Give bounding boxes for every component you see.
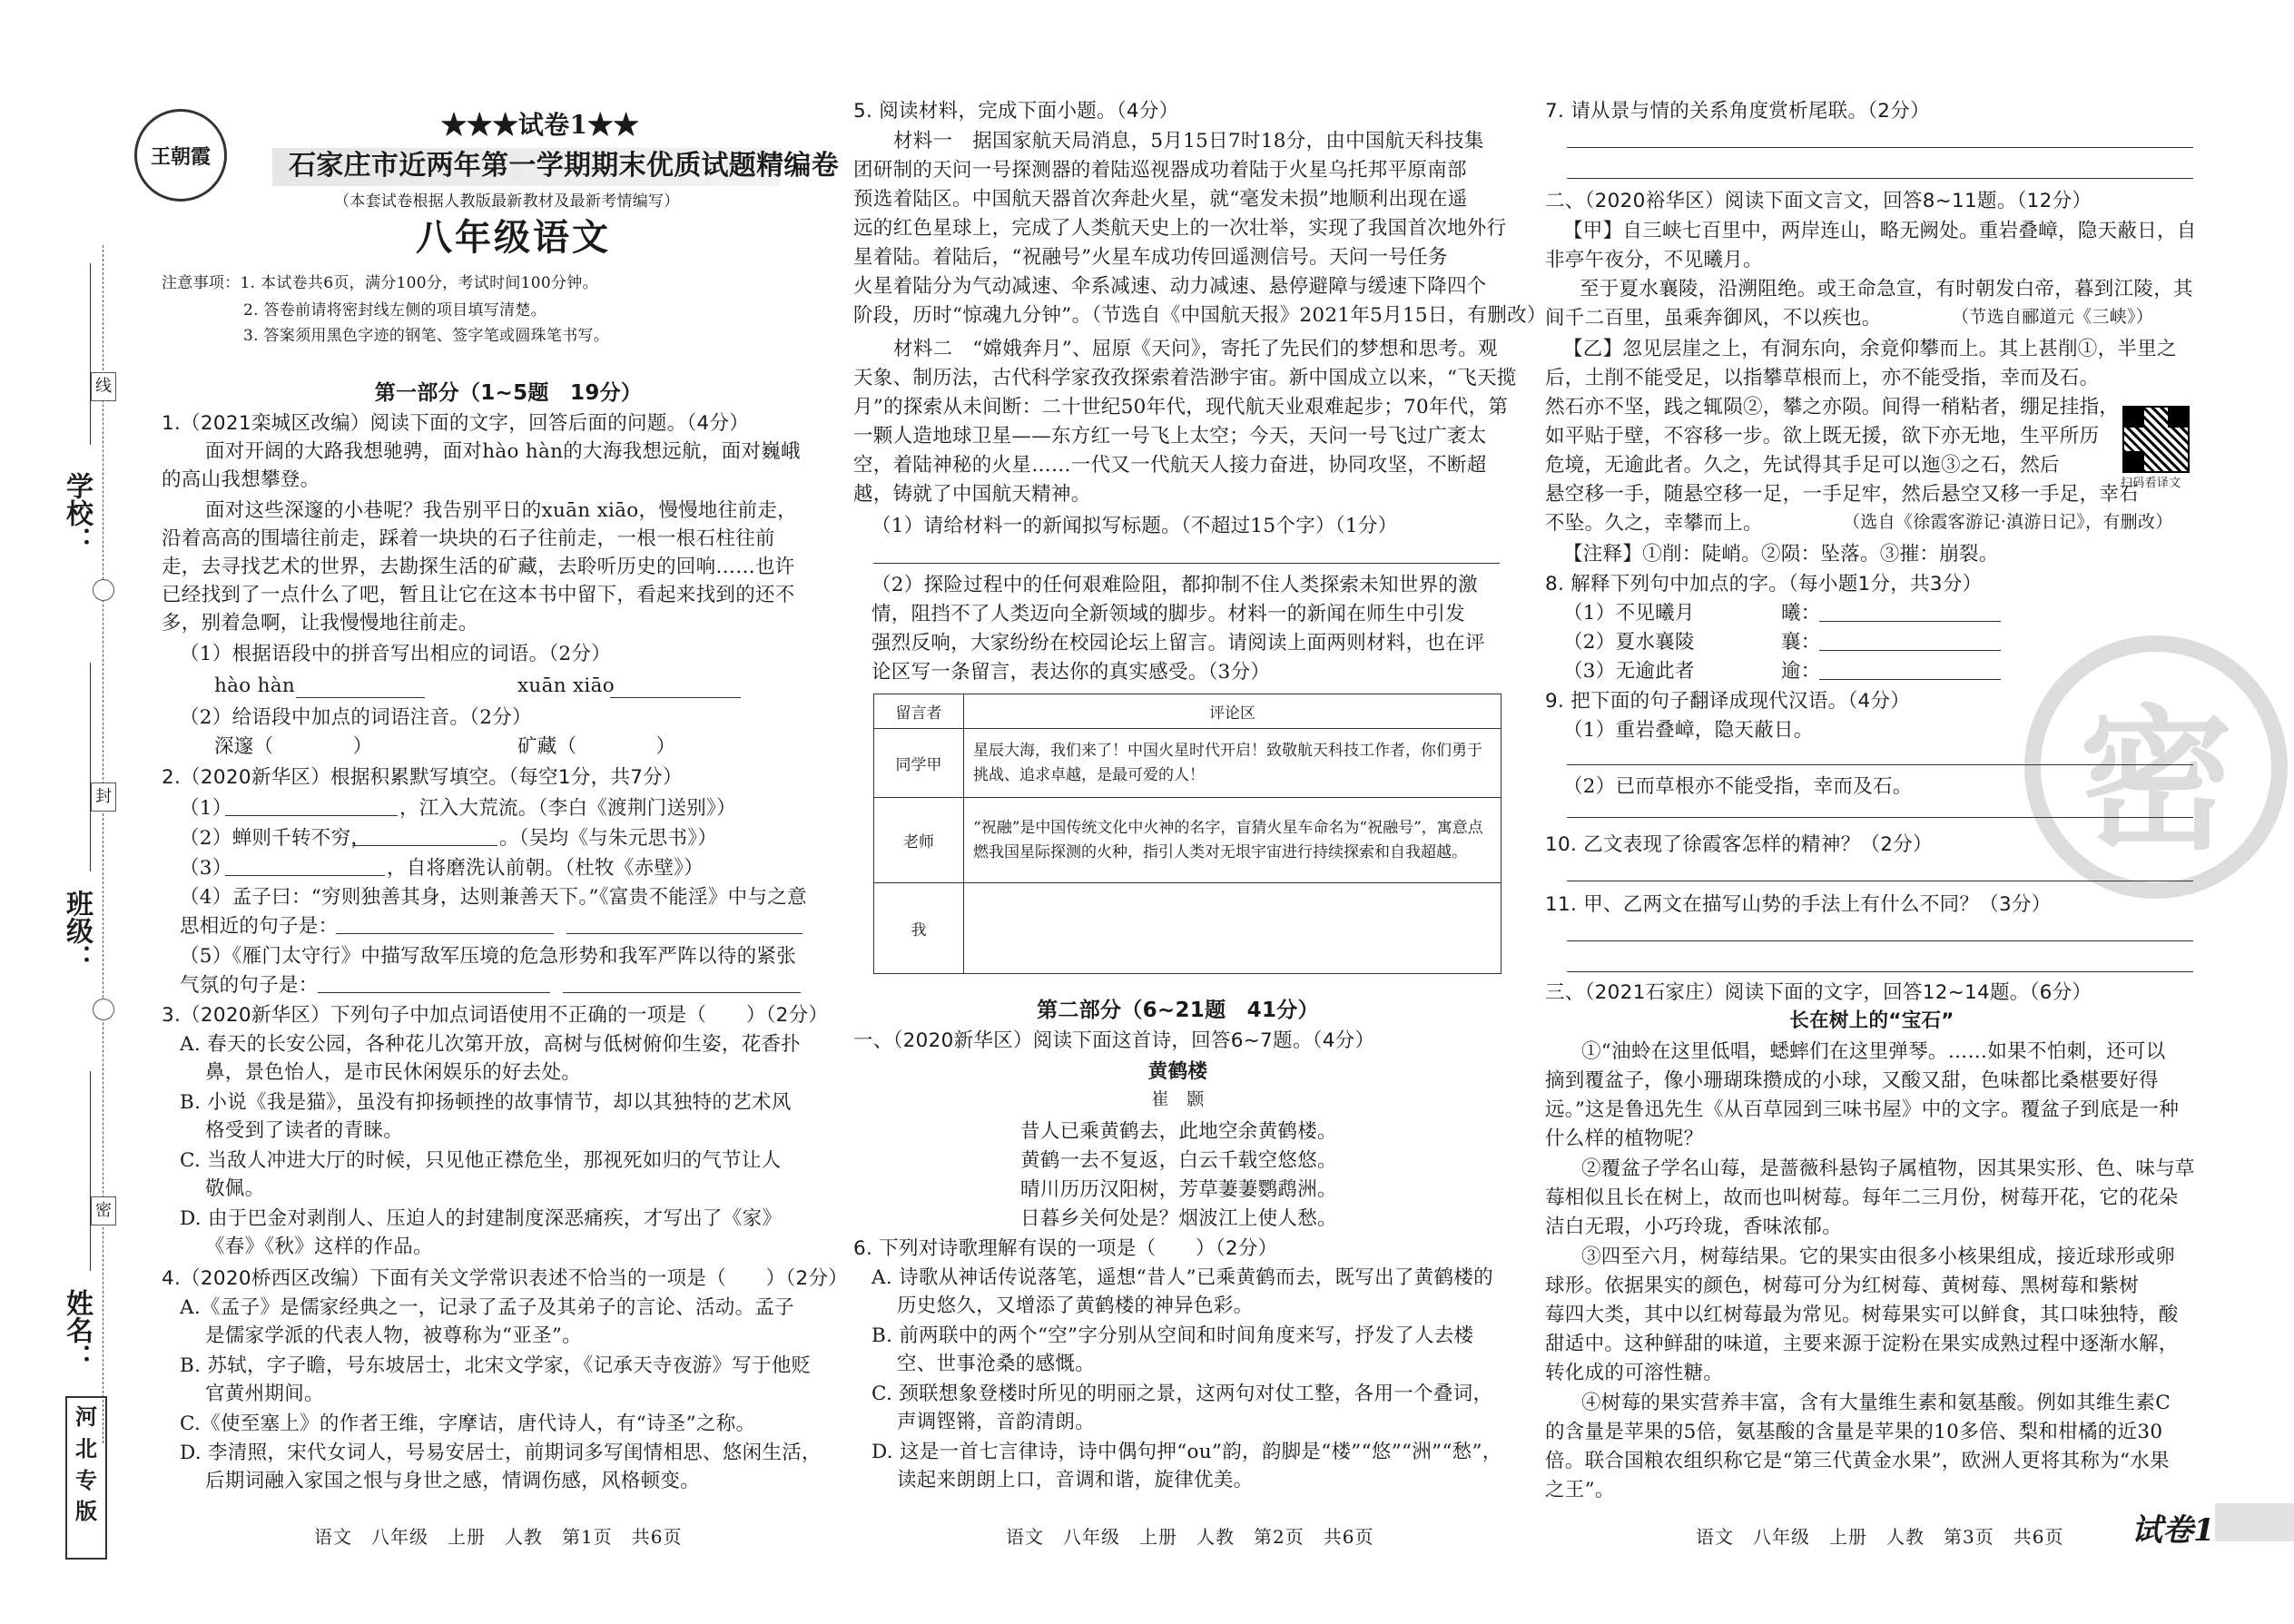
article-line: ③四至六月，树莓结果。它的果实由很多小核果组成，接近球形或卵 [1581,1245,2176,1268]
binding-mark-seal: 封 [91,782,116,812]
notes-line: 注意事项：1. 本试卷共6页，满分100分，考试时间100分钟。 [162,274,598,292]
material-line: 天象、制历法，古代科学家孜孜探索着浩渺宇宙。新中国成立以来，“飞天揽 [853,367,1517,389]
material-line: 阶段，历时“惊魂九分钟”。（节选自《中国航天报》2021年5月15日，有删改） [853,304,1547,327]
question-8: 8. 解释下列句中加点的字。（每小题1分，共3分） [1545,573,1983,595]
comment-table [873,694,1501,974]
sub-question: （2）探险过程中的任何艰难险阻，都抑制不住人类探索未知世界的激 [871,574,1478,596]
option-line: 官黄州期间。 [205,1383,324,1405]
poem-author: 崔 颢 [1151,1089,1205,1109]
material-line: 材料一 据国家航天局消息，5月15日7时18分，由中国航天科技集 [893,130,1484,153]
classical-line: 间千二百里，虽乘奔御风，不以疾也。 [1545,307,1882,330]
answer-blank[interactable] [225,815,398,816]
article-line: 莓四大类，其中以红树莓最为常见。树莓果实可以鲜食，其口味独特，酸 [1545,1304,2179,1326]
material-line: 月”的探索从未间断：二十世纪50年代，现代航天业艰难起步；70年代，第 [853,396,1509,418]
option-line: 格受到了读者的青睐。 [205,1119,404,1142]
sub-question: 情，阻挡不了人类迈向全新领域的脚步。材料一的新闻在师生中引发 [871,603,1466,625]
class-label: 班级： [61,890,93,971]
question-6: 6. 下列对诗歌理解有误的一项是（ ）（2分） [853,1237,1278,1260]
commenter-cell: 我 [874,883,964,974]
question-4: 4.（2020桥西区改编）下面有关文学常识表述不恰当的一项是（ ）（2分） [162,1267,849,1290]
school-field-line[interactable] [90,263,91,445]
option-line: 读起来朗朗上口，音调和谐，旋律优美。 [897,1469,1254,1491]
word-label: 深邃（ ） [214,735,373,758]
classical-line: 不坠。久之，幸攀而上。 [1545,512,1763,535]
poem-line: 黄鹤一去不复返，白云千载空悠悠。 [1020,1149,1337,1172]
reading-heading: 一、（2020新华区）阅读下面这首诗，回答6~7题。（4分） [853,1029,1375,1052]
poem-line: 日暮乡关何处是？烟波江上使人愁。 [1020,1207,1337,1230]
name-field-line[interactable] [90,1071,91,1271]
classical-line: 然石亦不坚，践之辄陨②，攀之亦陨。间得一稍粘者，绷足挂指， [1545,396,2120,418]
material-line: 预选着陆区。中国航天器首次奔赴火星，就“毫发未损”地顺利出现在遥 [853,188,1468,211]
option-line: 是儒家学派的代表人物，被尊称为“亚圣”。 [205,1324,582,1347]
passage-line: 走，去寻找艺术的世界，去勘探生活的矿藏，去聆听历史的回响……也许 [162,556,795,578]
option-line: 空、世事沧桑的感慨。 [897,1353,1096,1375]
answer-line[interactable] [1567,940,2193,941]
article-line: 球形。依据果实的颜色，树莓可分为红树莓、黄树莓、黑树莓和紫树 [1545,1275,2140,1297]
passage-line: 沿着高高的围墙往前走，踩着一块块的石子往前走，一根一根石柱往前 [162,527,775,550]
passage-line: 面对开阔的大路我想驰骋，面对hào hàn的大海我想远航，面对巍峨 [205,440,801,463]
sub-question: （3）无逾此者 [1563,660,1695,683]
commenter-cell: 老师 [874,798,964,883]
classical-line: 【乙】忽见层崖之上，有洞东向，余竟仰攀而上。其上甚削①，半里之 [1563,338,2177,360]
source-note: （节选自郦道元《三峡》） [1952,307,2154,327]
passage-line: 面对这些深邃的小巷呢？我告别平日的xuān xiāo，慢慢地往前走， [205,499,797,522]
material-line: 火星着陆分为气动减速、伞系减速、动力减速、悬停避障与缓速下降四个 [853,275,1487,298]
sub-question: （1）请给材料一的新闻拟写标题。（不超过15个字）（1分） [871,515,1398,537]
seal-char: 密 [2078,689,2233,871]
table-header-row [874,694,1501,729]
pinyin-label: hào hàn [214,674,296,697]
question-3: 3.（2020新华区）下列句子中加点词语使用不正确的一项是（ ）（2分） [162,1004,829,1027]
school-label: 学校： [61,472,93,554]
article-line: 远。”这是鲁迅先生《从百草园到三味书屋》中的文字。覆盆子到底是一种 [1545,1098,2180,1121]
classical-line: 危境，无逾此者。久之，先试得其手足可以迤③之石，然后 [1545,454,2060,477]
answer-line[interactable] [1567,764,2193,765]
passage-line: 多，别着急啊，让我慢慢地往前走。 [162,612,478,635]
question-5: 5. 阅读材料，完成下面小题。（4分） [853,100,1179,123]
annotation-note: 【注释】①削：陡峭。②陨：坠落。③摧：崩裂。 [1563,543,1999,566]
fill-line: ，江入大荒流。（李白《渡荆门送别》） [399,797,736,820]
answer-blank[interactable] [1819,679,2001,680]
binding-mark-line: 线 [91,372,116,401]
qr-caption: 扫码看译文 [2121,477,2181,490]
fill-line: （3） [180,857,232,880]
page-footer: 语文 八年级 上册 人教 第3页 共6页 [1696,1526,2064,1548]
province-badge: 河 北 专 版 [65,1396,107,1560]
paper-tag: 试卷1 [2132,1512,2215,1549]
classical-line: 悬空移一手，随悬空移一足，一手足牢，然后悬空又移一手足，幸石 [1545,483,2140,506]
pinyin-label: xuān xiāo [517,674,615,697]
option-line: D. 李清照，宋代女词人，号易安居士，前期词多写闺情相思、悠闲生活， [180,1442,822,1464]
answer-line[interactable] [1567,971,2193,972]
table-row [874,729,1501,798]
fill-line: （4）孟子曰：“穷则独善其身，达则兼善天下。”《富贵不能淫》中与之意 [180,886,807,909]
sub-question: （2）给语段中加点的词语注音。（2分） [180,706,532,729]
article-line: 转化成的可溶性糖。 [1545,1362,1724,1384]
sub-question: 论区写一条留言，表达你的真实感受。（3分） [871,661,1271,684]
binding-hole [93,579,114,601]
answer-line[interactable] [1567,147,2193,148]
option-line: 敬佩。 [205,1177,265,1200]
article-line: 甜适中。这种鲜甜的味道，主要来源于淀粉在果实成熟过程中逐渐水解， [1545,1333,2179,1355]
material-line: 材料二 “嫦娥奔月”、屈原《天问》，寄托了先民们的梦想和思考。观 [893,338,1498,360]
option-line: C. 当敌人冲进大厅的时候，只见他正襟危坐，那视死如归的气节让人 [180,1149,782,1172]
grade-title: 八年级语文 [416,216,611,259]
question-11: 11. 甲、乙两文在描写山势的手法上有什么不同？（3分） [1545,893,2052,916]
material-line: 空，着陆神秘的火星……一代又一代航天人接力奋进，协同攻坚，不断超 [853,454,1487,477]
commenter-cell: 同学甲 [874,729,964,798]
poem-title: 黄鹤楼 [1147,1060,1208,1083]
exam-title: 石家庄市近两年第一学期期末优质试题精编卷 [289,150,839,182]
answer-line[interactable] [873,563,1500,564]
publisher-logo [134,109,227,202]
passage-line: 已经找到了一点什么了吧，暂且让它在这本书中留下，看起来找到的还不 [162,584,795,606]
class-field-line[interactable] [90,663,91,871]
material-line: 一颗人造地球卫星——东方红一号飞上太空；今天，天问一号飞过广袤太 [853,425,1487,448]
question-10: 10. 乙文表现了徐霞客怎样的精神？（2分） [1545,833,1933,856]
reading-heading: 三、（2021石家庄）阅读下面的文字，回答12~14题。（6分） [1545,981,2092,1004]
answer-blank[interactable] [296,697,425,698]
classical-line: 后，土削不能受足，以指攀草根而上，亦不能受指，幸而及石。 [1545,367,2100,389]
answer-blank[interactable] [352,845,497,846]
page-footer: 语文 八年级 上册 人教 第1页 共6页 [314,1526,683,1548]
option-line: B. 小说《我是猫》，虽没有抑扬顿挫的故事情节，却以其独特的艺术风 [180,1091,792,1114]
word-label: 矿藏（ ） [517,735,676,758]
reading-heading: 二、（2020裕华区）阅读下面文言文，回答8~11题。（12分） [1545,190,2092,212]
option-line: C. 颈联想象登楼时所见的明丽之景，这两句对仗工整，各用一个叠词， [871,1383,1493,1405]
logo-text: 王朝霞 [150,144,211,169]
fill-line: 思相近的句子是： [180,915,339,938]
sub-question: （1）根据语段中的拼音写出相应的词语。（2分） [180,643,612,665]
sub-question: （2）已而草根亦不能受指，幸而及石。 [1563,775,1913,798]
material-line: 越，铸就了中国航天精神。 [853,483,1091,506]
option-line: A. 诗歌从神话传说落笔，遥想“昔人”已乘黄鹤而去，既写出了黄鹤楼的 [871,1266,1493,1289]
binding-hole [93,999,114,1020]
sub-question: （1）不见曦月 [1563,602,1695,625]
option-line: 《春》《秋》这样的作品。 [205,1235,433,1258]
answer-blank[interactable] [318,992,550,993]
question-2: 2.（2020新华区）根据积累默写填空。（每空1分，共7分） [162,766,683,789]
my-comment-input[interactable] [964,883,1501,974]
fill-line: 。（吴均《与朱元思书》） [499,827,718,850]
source-note: （选自《徐霞客游记·滇游日记》，有删改） [1843,512,2173,532]
option-line: B. 苏轼，字子瞻，号东坡居士，北宋文学家，《记承天寺夜游》写于他贬 [180,1354,812,1377]
section-heading: 第一部分（1~5题 19分） [374,381,643,405]
binding-mark-secret: 密 [91,1196,116,1225]
article-line: 什么样的植物呢？ [1545,1127,1704,1150]
sub-question: （1）重岩叠嶂，隐天蔽日。 [1563,719,1814,742]
article-line: ②覆盆子学名山莓，是蔷薇科悬钩子属植物，因其果实形、色、味与草 [1581,1157,2195,1180]
option-line: C.《使至塞上》的作者王维，字摩诘，唐代诗人，有“诗圣”之称。 [180,1412,756,1435]
classical-line: 如平贴于壁，不容移一步。欲上既无援，欲下亦无地，生平所历 [1545,425,2100,448]
sub-question: （2）夏水襄陵 [1563,631,1695,654]
answer-blank[interactable] [563,992,801,993]
option-line: A.《孟子》是儒家经典之一，记录了孟子及其弟子的言论、活动。孟子 [180,1296,794,1319]
option-line: 后期词融入家国之恨与身世之感，情调伤感，风格顿变。 [205,1470,701,1492]
article-line: 之王”。 [1545,1479,1615,1501]
option-line: A. 春天的长安公园，各种花儿次第开放，高树与低树俯仰生姿，花香扑 [180,1033,802,1056]
table-row [874,883,1501,974]
classical-line: 【甲】自三峡七百里中，两岸连山，略无阙处。重岩叠嶂，隐天蔽日，自 [1563,220,2197,242]
answer-line[interactable] [1567,817,2193,818]
article-line: 摘到覆盆子，像小珊瑚珠攒成的小球，又酸又甜，色味都比桑椹要好得 [1545,1069,2159,1092]
material-line: 远的红色星球上，完成了人类航天史上的一次壮举，实现了我国首次地外行 [853,217,1507,240]
article-line: 莓相似且长在树上，故而也叫树莓。每年二三月份，树莓开花，它的花朵 [1545,1186,2179,1209]
page-footer: 语文 八年级 上册 人教 第2页 共6页 [1006,1526,1374,1548]
fill-line: （5）《雁门太守行》中描写敌军压境的危急形势和我军严阵以待的紧张 [180,945,797,968]
exam-subtitle: （本套试卷根据人教版最新教材及最新考情编写） [334,192,680,211]
fill-line: （1） [180,797,232,820]
article-line: ④树莓的果实营养丰富，含有大量维生素和氨基酸。例如其维生素C [1581,1392,2171,1414]
classical-line: 至于夏水襄陵，沿溯阻绝。或王命急宣，有时朝发白帝，暮到江陵，其 [1580,278,2193,300]
poem-line: 晴川历历汉阳树，芳草萋萋鹦鹉洲。 [1020,1178,1337,1201]
question-9: 9. 把下面的句子翻译成现代汉语。（4分） [1545,690,1911,713]
sub-question: 强烈反响，大家纷纷在校园论坛上留言。请阅读上面两则材料，也在评 [871,632,1485,655]
table-header-cell: 留言者 [874,694,964,729]
fill-line: （2）蝉则千转不穷， [180,827,371,850]
option-line: 历史悠久，又增添了黄鹤楼的神异色彩。 [897,1294,1254,1317]
answer-blank[interactable] [336,933,554,934]
table-header-cell: 评论区 [964,694,1501,729]
name-label: 姓名： [61,1289,93,1371]
option-line: D. 这是一首七言律诗，诗中偶句押“ou”韵，韵脚是“楼”“悠”“洲”“愁”， [871,1441,1502,1463]
question-1: 1.（2021栾城区改编）阅读下面的文字，回答后面的问题。（4分） [162,412,750,435]
article-line: 洁白无瑕，小巧玲珑，香味浓郁。 [1545,1216,1843,1238]
article-line: ①“油蛉在这里低唱，蟋蟀们在这里弹琴。……如果不怕刺，还可以 [1581,1040,2166,1063]
material-line: 星着陆。着陆后，“祝融号”火星车成功传回遥测信号。天问一号任务 [853,246,1448,269]
secret-seal-watermark [2024,635,2288,899]
fill-line: 气氛的句子是： [180,974,319,997]
comment-cell: 星辰大海，我们来了！中国火星时代开启！致敬航天科技工作者，你们勇于挑战、追求卓越，是最可爱的人！ [964,729,1501,798]
option-line: D. 由于巴金对剥削人、压迫人的封建制度深恶痛疾，才写出了《家》 [180,1207,783,1230]
article-line: 的含量是苹果的5倍，氨基酸的含量是苹果的10多倍、梨和柑橘的近30 [1545,1421,2163,1443]
fill-line: ，自将磨洗认前朝。（杜牧《赤壁》） [387,857,704,880]
notes-line: 3. 答案须用黑色字迹的钢笔、签字笔或圆珠笔书写。 [243,327,610,345]
blank-label: 襄： [1781,631,1821,654]
passage-line: 的高山我想攀登。 [162,468,320,491]
classical-line: 非亭午夜分，不见曦月。 [1545,249,1763,271]
section-heading: 第二部分（6~21题 41分） [1037,999,1319,1022]
article-line: 倍。联合国粮农组织称它是“第三代黄金水果”，欧洲人更将其称为“水果 [1545,1450,2170,1472]
option-line: 声调铿锵，音韵清朗。 [897,1411,1096,1433]
option-line: 鼻，景色怡人，是市民休闲娱乐的好去处。 [205,1061,582,1084]
answer-line[interactable] [1567,178,2193,179]
option-line: B. 前两联中的两个“空”字分别从空间和时间角度来写，抒发了人去楼 [871,1324,1474,1347]
notes-line: 2. 答卷前请将密封线左侧的项目填写清楚。 [243,301,546,320]
answer-blank[interactable] [1819,621,2001,622]
comment-cell: “祝融”是中国传统文化中火神的名字，盲猜火星车命名为“祝融号”，寓意点燃我国星际探测的火种，指引人类对无垠宇宙进行持续探索和自我超越。 [964,798,1501,883]
question-7: 7. 请从景与情的关系角度赏析尾联。（2分） [1545,100,1930,123]
poem-line: 昔人已乘黄鹤去，此地空余黄鹤楼。 [1020,1120,1337,1143]
material-line: 团研制的天问一号探测器的着陆巡视器成功着陆于火星乌托邦平原南部 [853,159,1467,182]
answer-blank[interactable] [610,697,741,698]
blank-label: 逾： [1781,660,1821,683]
blank-label: 曦： [1781,602,1821,625]
corner-tag-band [2215,1503,2294,1541]
answer-blank[interactable] [1819,650,2001,651]
article-title: 长在树上的“宝石” [1789,1009,1954,1032]
table-row [874,798,1501,883]
qr-code[interactable] [2122,406,2190,473]
exam-series: ★★★试卷1★★ [441,110,639,140]
answer-blank[interactable] [225,875,385,876]
answer-blank[interactable] [566,933,802,934]
